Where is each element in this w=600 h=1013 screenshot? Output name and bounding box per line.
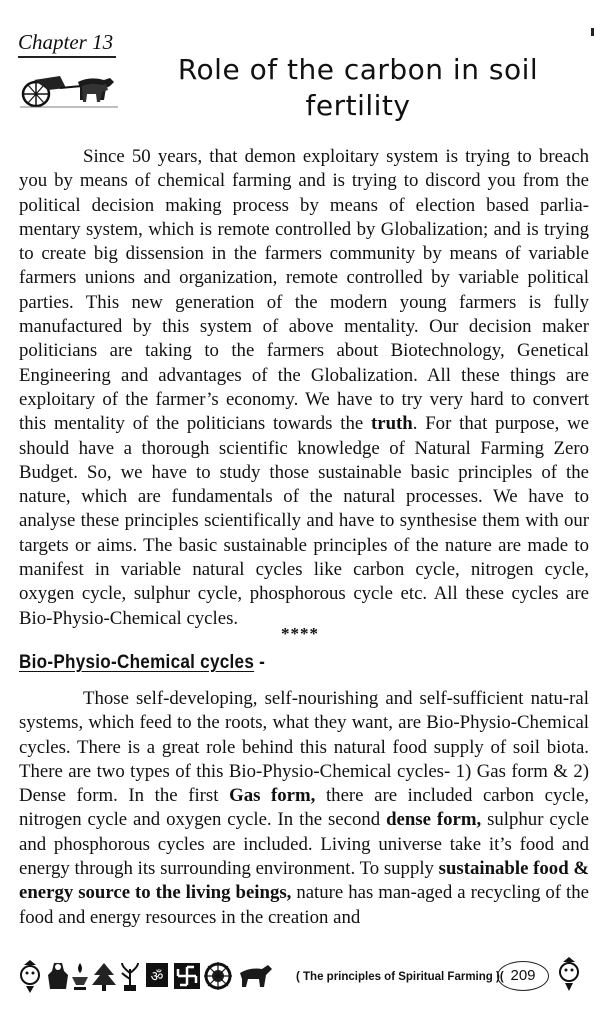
- tree-icon: [92, 963, 116, 991]
- section-separator: ****: [281, 624, 319, 643]
- chapter-label: Chapter 13: [18, 30, 114, 54]
- plant-icon: [122, 963, 138, 991]
- lamp-icon: [72, 963, 88, 990]
- paragraph-1: [19, 145, 589, 631]
- deity-face-icon: [21, 960, 39, 993]
- paragraph-2-text-d: nature has man-aged a recycling of the food and energy resources in the creation and: [19, 882, 589, 928]
- paragraph-2-text-c: sulphur cycle and phosphorous cycles are included. Living universe take it’s food and energy through its surrounding environment. To supply: [19, 809, 589, 880]
- sun-wheel-icon: [204, 962, 232, 990]
- page-edge-mark: [591, 28, 594, 36]
- paragraph-2: [19, 687, 589, 930]
- paragraph-2-bold-sustainable: sustainable food & energy source to the living beings,: [19, 858, 589, 904]
- page-footer: [0, 955, 600, 1005]
- footer-book-title: ( The principles of Spiritual Farming )(: [296, 971, 504, 983]
- paragraph-1-text-a: Since 50 years, that demon exploitary system is trying to breach you by means of chemical farming and is trying to discord you from the political decision making process by means of election based parlia-mentary system, which is remote controlled by Globalization; and is trying to create big dissension in the farmers community by means of variable farmers unions and organization, remote controlled by variable political parties. This new generation of the modern young farmers is fully manufactured by this system of above mentality. Our decision maker politicians are taking to the farmers about Biotechnology, Genetical Engineering and advantages of the Globalization. All these things are exploitary of the farmer’s economy. We have to try very hard to convert this mentality of the politicians towards the: [19, 146, 589, 435]
- swastika-icon: [174, 963, 200, 989]
- page-number: 209: [497, 961, 549, 991]
- deity-figure-icon: [48, 963, 68, 989]
- section-heading: [19, 652, 265, 674]
- chapter-title-line-1: Role of the carbon in soil: [177, 53, 539, 86]
- paragraph-1-text-b: . For that purpose, we should have a thorough scientific knowledge of Natural Farming Zero Budget. So, we have to study those sustainable basic principles of the nature, which are fundamentals of the natural processes. We have to analyse these principles scientifically and have to synthesise them with our targets or aims. The basic sustainable principles of the nature are made to manifest in variable natural cycles like carbon cycle, nitrogen cycle, oxygen cycle, sulphur cycle, phosphorous cycle etc. All these cycles are Bio-Physio-Chemical cycles.: [19, 413, 589, 629]
- chapter-title: [160, 52, 556, 124]
- paragraph-1-bold-truth: truth: [370, 413, 413, 435]
- chapter-title-line-2: fertility: [305, 89, 411, 122]
- section-heading-text: Bio-Physio-Chemical cycles: [19, 652, 255, 673]
- om-icon: [146, 963, 168, 987]
- bull-icon: [240, 965, 272, 987]
- paragraph-2-text-b: there are included carbon cycle, nitrogen cycle and oxygen cycle. In the second: [19, 785, 589, 831]
- chapter-underline: [18, 56, 116, 58]
- ox-cart-icon: [20, 70, 120, 110]
- svg-text:ॐ: ॐ: [150, 969, 164, 985]
- deity-face-icon: [556, 957, 582, 993]
- paragraph-2-text-a: Those self-developing, self-nourishing and self-sufficient natu-ral systems, which feed to the roots, what they want, are Bio-Physio-Chemical cycles. There is a great role behind this natural food supply of soil biota. There are two types of this Bio-Physio-Chemical cycles- 1) Gas form & 2) Dense form. In the first: [19, 688, 589, 807]
- paragraph-2-bold-dense-form: dense form,: [386, 809, 482, 831]
- section-heading-suffix: -: [254, 652, 266, 673]
- footer-icon-row: [18, 959, 288, 997]
- paragraph-2-bold-gas-form: Gas form,: [229, 785, 316, 807]
